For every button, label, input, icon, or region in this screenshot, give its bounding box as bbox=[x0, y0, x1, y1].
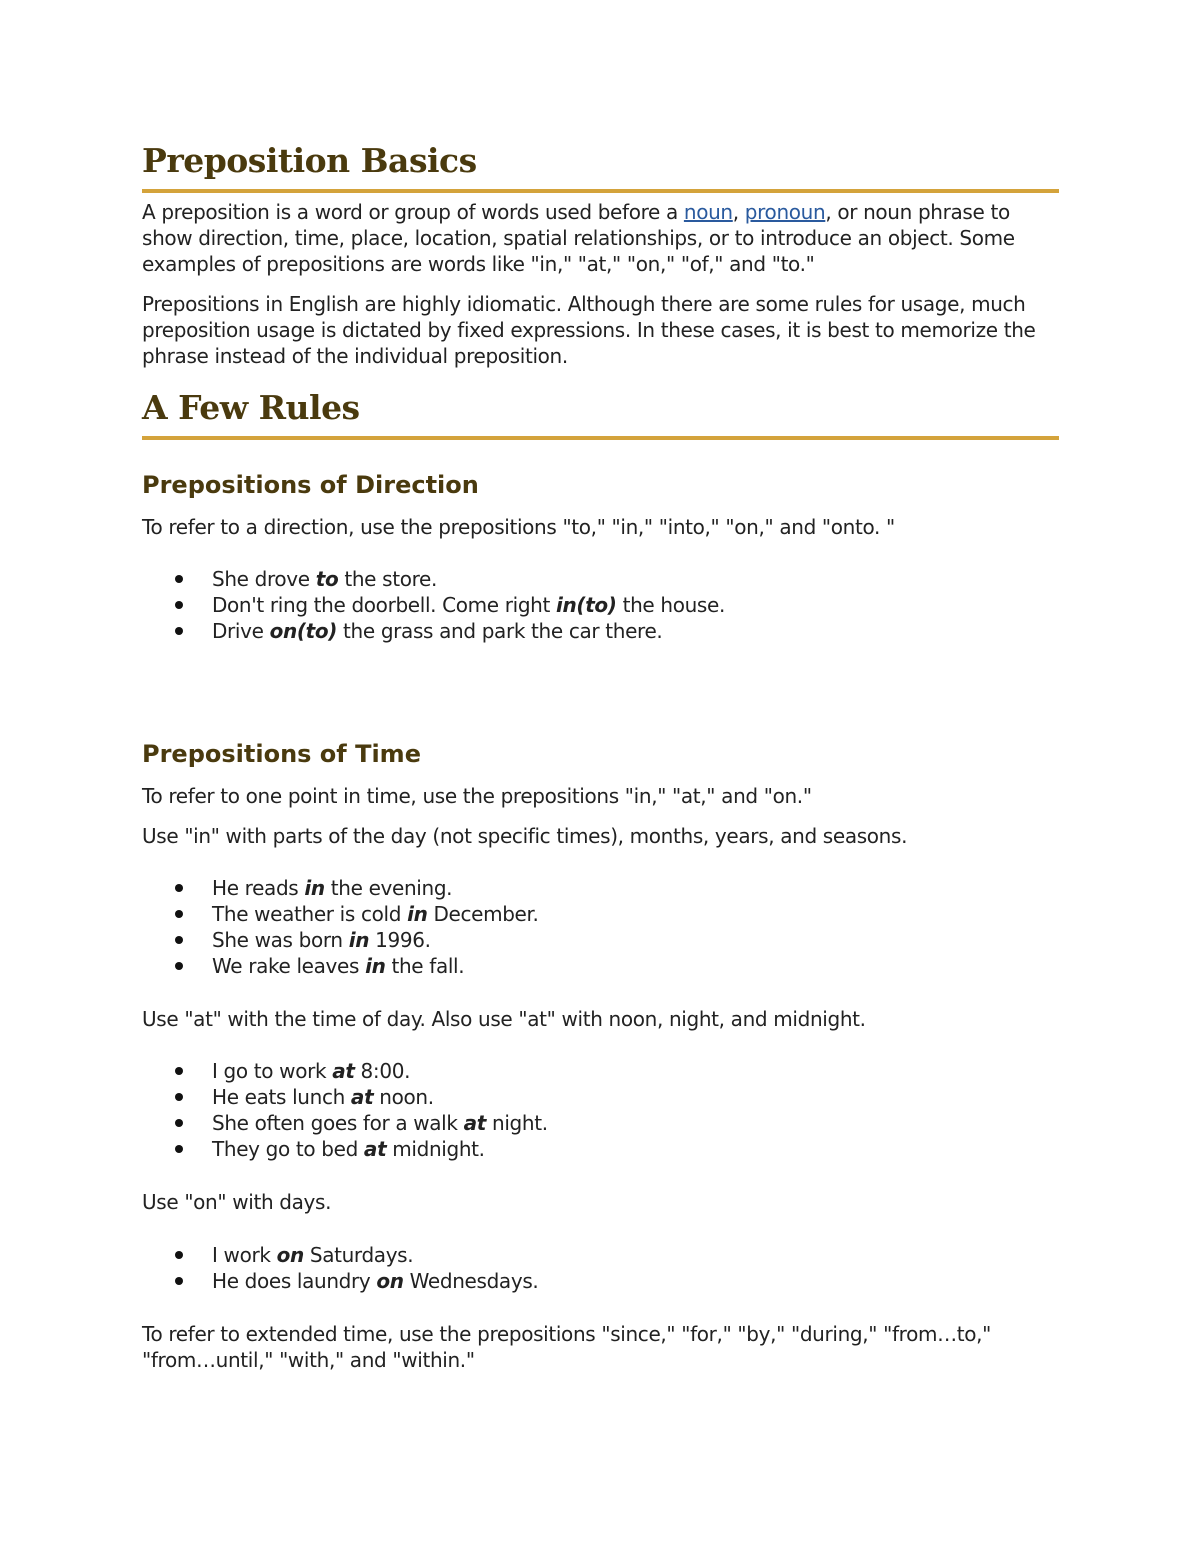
list-item-text: the grass and park the car there. bbox=[337, 619, 663, 643]
bullet-icon bbox=[175, 1119, 183, 1127]
list-item-text: the fall. bbox=[385, 954, 465, 978]
basics-paragraph-1 bbox=[142, 199, 1059, 277]
list-item-text: Saturdays. bbox=[303, 1243, 414, 1267]
list-item-text: 8:00. bbox=[354, 1059, 411, 1083]
list-item-text: He eats lunch bbox=[212, 1085, 351, 1109]
list-item bbox=[142, 592, 1059, 618]
list-item bbox=[142, 1084, 1059, 1110]
list-item-text: midnight. bbox=[386, 1137, 485, 1161]
list-item-text: noon. bbox=[373, 1085, 434, 1109]
list-item-text: the evening. bbox=[324, 876, 453, 900]
list-item-text: We rake leaves bbox=[212, 954, 366, 978]
bullet-icon bbox=[175, 575, 183, 583]
bullet-icon bbox=[175, 1093, 183, 1101]
preposition-emphasis: at bbox=[363, 1137, 387, 1161]
list-item bbox=[142, 875, 1059, 901]
preposition-emphasis: at bbox=[350, 1085, 374, 1109]
time-extended: To refer to extended time, use the prepositions "since," "for," "by," "during," "from…to," "from…until," "with," and "within." bbox=[142, 1322, 991, 1372]
preposition-emphasis: at bbox=[463, 1111, 486, 1135]
preposition-emphasis: on(to) bbox=[269, 619, 338, 643]
direction-list bbox=[142, 566, 1059, 644]
list-item-text: I work bbox=[212, 1243, 277, 1267]
time-in-intro: Use "in" with parts of the day (not specific times), months, years, and seasons. bbox=[142, 824, 908, 848]
list-item bbox=[142, 1058, 1059, 1084]
heading-prepositions-of-time: Prepositions of Time bbox=[142, 740, 421, 768]
list-item-text: Drive bbox=[212, 619, 270, 643]
basics-paragraph-2: Prepositions in English are highly idiomatic. Although there are some rules for usage, much preposition usage is dictated by fixed expressions. In these cases, it is best to memorize the phrase instead of the individual preposition. bbox=[142, 292, 1036, 368]
heading-prepositions-of-direction: Prepositions of Direction bbox=[142, 471, 479, 499]
heading-a-few-rules: A Few Rules bbox=[142, 388, 360, 427]
list-item-text: night. bbox=[486, 1111, 548, 1135]
list-item bbox=[142, 618, 1059, 644]
list-item bbox=[142, 953, 1059, 979]
preposition-emphasis: on bbox=[276, 1243, 304, 1267]
bullet-icon bbox=[175, 1251, 183, 1259]
time-on-list bbox=[142, 1242, 1059, 1294]
bullet-icon bbox=[175, 910, 183, 918]
noun-link[interactable]: noun bbox=[683, 200, 733, 224]
intro-text-after: , or noun phrase to show direction, time, place, location, spatial relationships, or to introduce an object. Some examples of prepositions are words like "in," "at," "on," "of," and "to." bbox=[142, 200, 1015, 276]
bullet-icon bbox=[175, 1067, 183, 1075]
list-item-text: December. bbox=[427, 902, 539, 926]
list-item-text: He reads bbox=[212, 876, 305, 900]
time-in-list bbox=[142, 875, 1059, 979]
list-item-text: I go to work bbox=[212, 1059, 333, 1083]
list-item bbox=[142, 927, 1059, 953]
list-item bbox=[142, 1242, 1059, 1268]
list-item-text: She drove bbox=[212, 567, 316, 591]
preposition-emphasis: in bbox=[304, 876, 325, 900]
bullet-icon bbox=[175, 936, 183, 944]
preposition-emphasis: in bbox=[365, 954, 386, 978]
time-on-intro: Use "on" with days. bbox=[142, 1190, 332, 1214]
heading-preposition-basics: Preposition Basics bbox=[142, 141, 477, 180]
list-item bbox=[142, 1110, 1059, 1136]
list-item-text: 1996. bbox=[369, 928, 431, 952]
list-item-text: The weather is cold bbox=[212, 902, 408, 926]
comma-text: , bbox=[732, 200, 745, 224]
pronoun-link[interactable]: pronoun bbox=[744, 200, 826, 224]
document-content bbox=[142, 140, 1059, 1373]
heading-rule bbox=[142, 189, 1059, 193]
bullet-icon bbox=[175, 962, 183, 970]
direction-intro: To refer to a direction, use the prepositions "to," "in," "into," "on," and "onto. " bbox=[142, 515, 895, 539]
preposition-emphasis: in(to) bbox=[556, 593, 617, 617]
bullet-icon bbox=[175, 1145, 183, 1153]
preposition-emphasis: on bbox=[376, 1269, 404, 1293]
list-item-text: He does laundry bbox=[212, 1269, 377, 1293]
bullet-icon bbox=[175, 1277, 183, 1285]
intro-text-before: A preposition is a word or group of words used before a bbox=[142, 200, 684, 224]
list-item-text: They go to bed bbox=[212, 1137, 364, 1161]
bullet-icon bbox=[175, 601, 183, 609]
list-item-text: Wednesdays. bbox=[403, 1269, 539, 1293]
list-item-text: Don't ring the doorbell. Come right bbox=[212, 593, 557, 617]
time-intro: To refer to one point in time, use the prepositions "in," "at," and "on." bbox=[142, 784, 812, 808]
heading-rule bbox=[142, 436, 1059, 440]
preposition-emphasis: to bbox=[315, 567, 339, 591]
preposition-emphasis: in bbox=[348, 928, 370, 952]
list-item bbox=[142, 901, 1059, 927]
preposition-emphasis: in bbox=[407, 902, 428, 926]
time-at-list bbox=[142, 1058, 1059, 1162]
list-item-text: She often goes for a walk bbox=[212, 1111, 464, 1135]
list-item-text: She was born bbox=[212, 928, 349, 952]
bullet-icon bbox=[175, 627, 183, 635]
list-item bbox=[142, 566, 1059, 592]
list-item-text: the store. bbox=[338, 567, 437, 591]
list-item bbox=[142, 1268, 1059, 1294]
preposition-emphasis: at bbox=[332, 1059, 355, 1083]
time-at-intro: Use "at" with the time of day. Also use "at" with noon, night, and midnight. bbox=[142, 1007, 866, 1031]
bullet-icon bbox=[175, 884, 183, 892]
list-item bbox=[142, 1136, 1059, 1162]
list-item-text: the house. bbox=[616, 593, 725, 617]
